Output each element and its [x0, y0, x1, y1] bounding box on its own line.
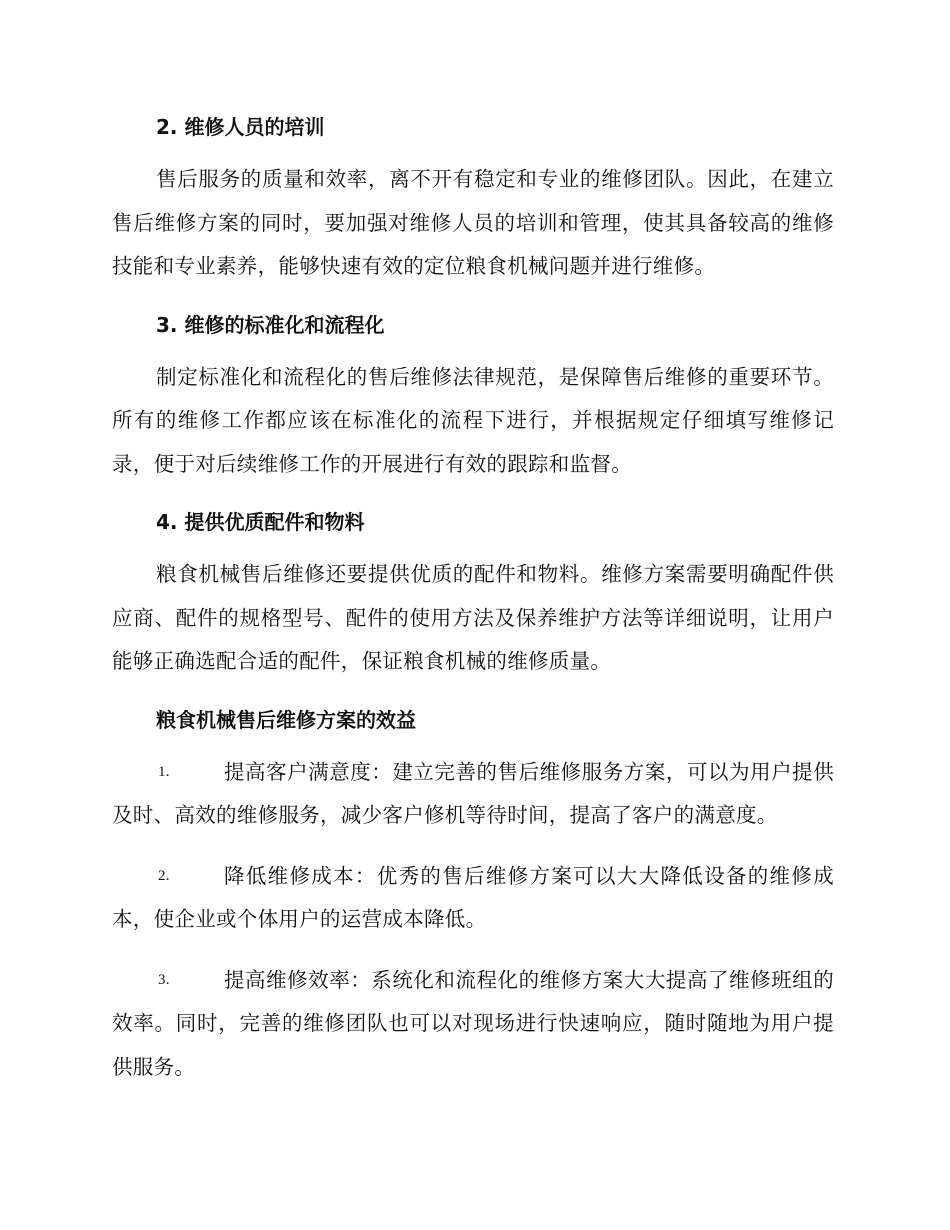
benefits-heading: 粮食机械售后维修方案的效益 [156, 707, 416, 732]
section-paragraph: 粮食机械售后维修还要提供优质的配件和物料。维修方案需要明确配件供应商、配件的规格型号、配件的使用方法及保养维护方法等详细说明，让用户能够正确选配合适的配件，保证粮食机械的维修质量。 [112, 562, 834, 673]
benefit-item [112, 855, 834, 942]
benefit-text: 提高维修效率：系统化和流程化的维修方案大大提高了维修班组的效率。同时，完善的维修团队也可以对现场进行快速响应，随时随地为用户提供服务。 [112, 967, 834, 1079]
section-paragraph: 制定标准化和流程化的售后维修法律规范，是保障售后维修的重要环节。所有的维修工作都应该在标准化的流程下进行，并根据规定仔细填写维修记录，便于对后续维修工作的开展进行有效的跟踪和监督。 [112, 364, 834, 476]
benefit-number: 1. [158, 763, 170, 780]
section-heading: 2. 维修人员的培训 [156, 115, 325, 139]
section-heading: 4. 提供优质配件和物料 [156, 510, 365, 534]
benefit-text: 降低维修成本：优秀的售后维修方案可以大大降低设备的维修成本，使企业或个体用户的运营成本降低。 [112, 863, 834, 931]
benefit-text: 提高客户满意度：建立完善的售后维修服务方案，可以为用户提供及时、高效的维修服务，减少客户修机等待时间，提高了客户的满意度。 [112, 759, 834, 827]
document-page [112, 108, 834, 1089]
benefit-number: 3. [158, 971, 170, 988]
benefit-number: 2. [158, 867, 170, 884]
section-heading: 3. 维修的标准化和流程化 [156, 312, 385, 337]
benefit-item [112, 751, 834, 838]
section-paragraph: 售后服务的质量和效率，离不开有稳定和专业的维修团队。因此，在建立售后维修方案的同时，要加强对维修人员的培训和管理，使其具备较高的维修技能和专业素养，能够快速有效的定位粮食机械问题并进行维修。 [112, 167, 834, 278]
benefit-item [112, 959, 834, 1090]
